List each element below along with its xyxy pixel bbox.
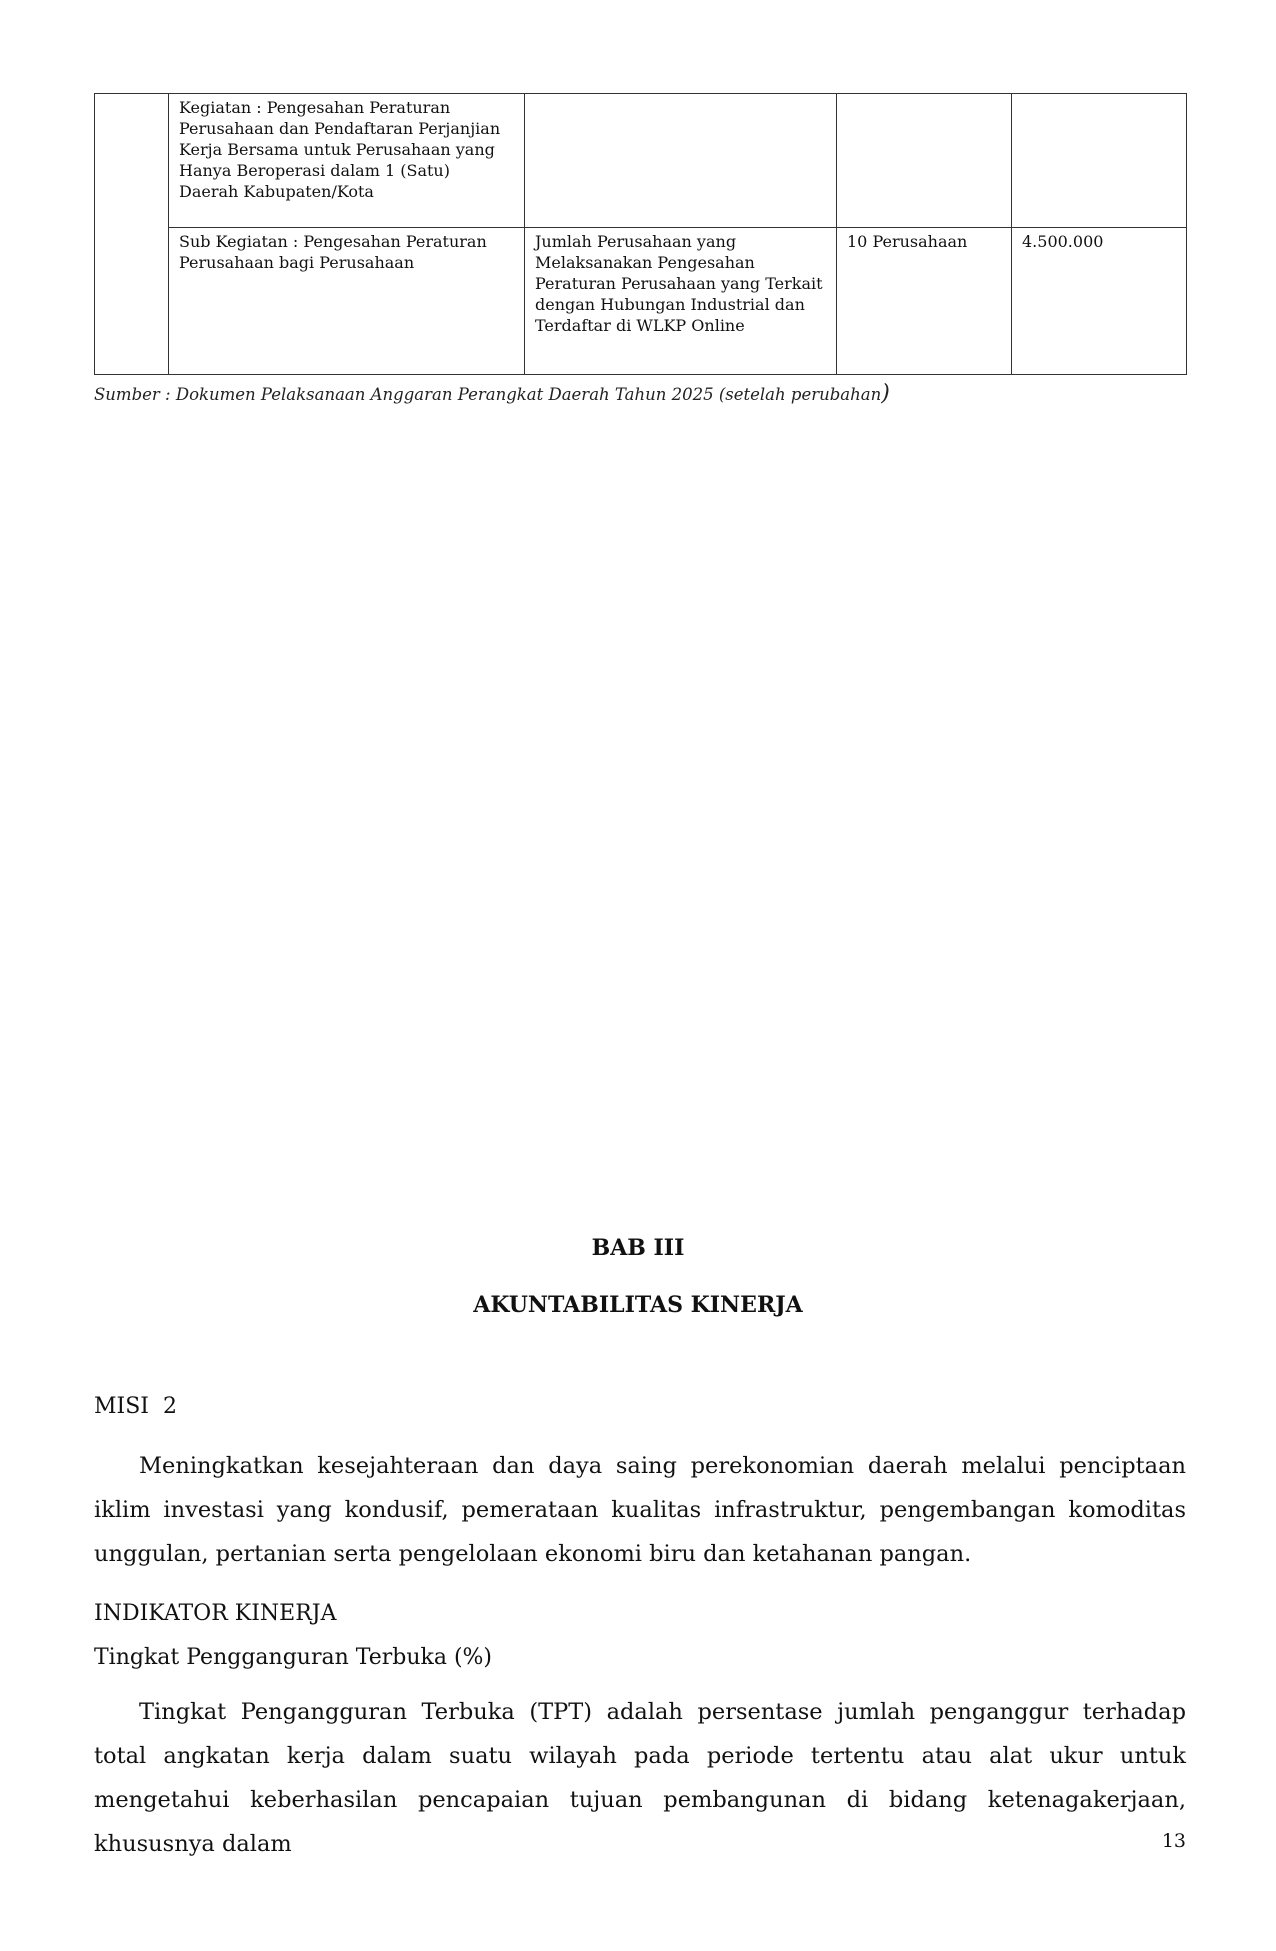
table-cell-budget: 4.500.000 (1012, 228, 1187, 375)
mission-paragraph: Meningkatkan kesejahteraan dan daya saing perekonomian daerah melalui penciptaan iklim investasi yang kondusif, pemerataan kualitas infrastruktur, pengembangan komoditas unggulan, pertanian serta pengelolaan ekonomi biru dan ketahanan pangan. (94, 1453, 1186, 1567)
table-cell-activity: Kegiatan : Pengesahan Peraturan Perusahaan dan Pendaftaran Perjanjian Kerja Bersama untuk Perusahaan yang Hanya Beroperasi dalam 1 (Satu) Daerah Kabupaten/Kota (169, 94, 525, 228)
chapter-heading: BAB III (591, 1235, 685, 1261)
page-number: 13 (1161, 1830, 1186, 1852)
tpt-paragraph: Tingkat Pengangguran Terbuka (TPT) adalah persentase jumlah penganggur terhadap total angkatan kerja dalam suatu wilayah pada periode tertentu atau alat ukur untuk mengetahui keberhasilan pencapaian tujuan pembangunan di bidang ketenagakerjaan, khususnya dalam (94, 1699, 1186, 1857)
indicator-label: INDIKATOR KINERJA (94, 1601, 337, 1626)
table-cell-budget (1012, 94, 1187, 228)
table-cell-indicator: Jumlah Perusahaan yang Melaksanakan Pengesahan Peraturan Perusahaan yang Terkait dengan Hubungan Industrial dan Terdaftar di WLKP Online (525, 228, 837, 375)
table-cell-target: 10 Perusahaan (837, 228, 1012, 375)
indicator-name: Tingkat Pengganguran Terbuka (%) (94, 1645, 493, 1670)
table-cell-target (837, 94, 1012, 228)
budget-table (94, 93, 1187, 375)
table-cell-indicator (525, 94, 837, 228)
table-cell-activity: Sub Kegiatan : Pengesahan Peraturan Perusahaan bagi Perusahaan (169, 228, 525, 375)
table-row (95, 228, 1187, 375)
mission-label: MISI 2 (94, 1394, 177, 1419)
table-row (95, 94, 1187, 228)
source-note (94, 381, 890, 406)
source-note-close: ) (881, 381, 890, 406)
source-note-text: Sumber : Dokumen Pelaksanaan Anggaran Perangkat Daerah Tahun 2025 (setelah perubahan (94, 385, 882, 404)
chapter-title: AKUNTABILITAS KINERJA (473, 1292, 803, 1318)
table-cell-number (95, 94, 169, 375)
